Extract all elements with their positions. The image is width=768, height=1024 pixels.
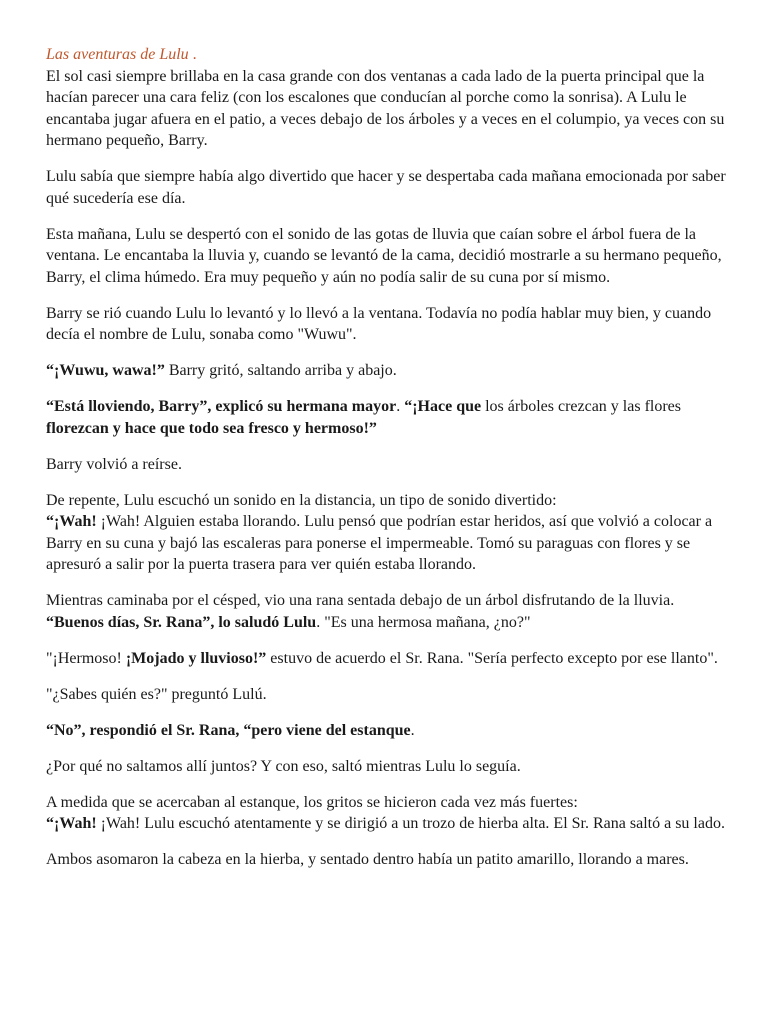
- paragraph-6: [46, 396, 730, 439]
- paragraph-6-text-2: los árboles crezcan y las flores: [481, 398, 682, 415]
- paragraph-12-text: .: [410, 721, 415, 739]
- paragraph-6-bold-3: florezcan y hace que todo sea fresco y hermoso!”: [46, 419, 377, 437]
- paragraph-8: [46, 490, 730, 576]
- paragraph-2: Lulu sabía que siempre había algo divertido que hacer y se despertaba cada mañana emocionada por saber qué sucedería ese día.: [46, 168, 726, 207]
- paragraph-6-text-1: .: [396, 398, 405, 415]
- title-text: Las aventuras de Lulu: [46, 46, 189, 63]
- paragraph-7: Barry volvió a reírse.: [46, 455, 182, 473]
- paragraph-14-text: ¡Wah! Lulu escuchó atentamente y se dirigió a un trozo de hierba alta. El Sr. Rana saltó a su lado.: [96, 815, 725, 832]
- paragraph-5-bold: “¡Wuwu, wawa!”: [46, 362, 165, 379]
- paragraph-14-line-1: A medida que se acercaban al estanque, los gritos se hicieron cada vez más fuertes:: [46, 793, 578, 811]
- paragraph-8-bold: “¡Wah!: [46, 513, 97, 530]
- paragraph-1: El sol casi siempre brillaba en la casa grande con dos ventanas a cada lado de la puerta principal que la hacían parecer una cara feliz (con los escalones que conducían al porche como la sonrisa). A Lulu le encantaba jugar afuera en el patio, a veces debajo de los árboles y a veces en el columpio, ya veces con su hermano pequeño, Barry.: [46, 67, 725, 149]
- paragraph-6-bold-1: “Está lloviendo, Barry”, explicó su hermana mayor: [46, 398, 397, 415]
- paragraph-10-text-2: estuvo de acuerdo el Sr. Rana. "Sería perfecto excepto por ese llanto".: [266, 649, 718, 667]
- paragraph-5-text: Barry gritó, saltando arriba y abajo.: [164, 362, 397, 379]
- paragraph-8-text: ¡Wah! Alguien estaba llorando. Lulu pensó que podrían estar heridos, así que volvió a colocar a Barry en su cuna y bajó las escaleras para ponerse el impermeable. Tomó su paraguas con flores y se apresuró a salir por la puerta trasera para ver quién estaba llorando.: [46, 513, 713, 573]
- document-page: [46, 44, 730, 885]
- paragraph-14: [46, 792, 730, 835]
- paragraph-14-bold: “¡Wah!: [46, 815, 97, 832]
- paragraph-15: Ambos asomaron la cabeza en la hierba, y sentado dentro había un patito amarillo, llorando a mares.: [46, 851, 689, 868]
- paragraph-13: ¿Por qué no saltamos allí juntos? Y con eso, saltó mientras Lulu lo seguía.: [46, 757, 521, 775]
- paragraph-3: Esta mañana, Lulu se despertó con el sonido de las gotas de lluvia que caían sobre el árbol fuera de la ventana. Le encantaba la lluvia y, cuando se levantó de la cama, decidió mostrarle a su hermano pequeño, Barry, el clima húmedo. Era muy pequeño y aún no podía salir de su cuna por sí mismo.: [46, 225, 722, 286]
- paragraph-5: [46, 360, 730, 382]
- paragraph-10: [46, 648, 730, 670]
- paragraph-4: Barry se rió cuando Lulu lo levantó y lo llevó a la ventana. Todavía no podía hablar muy bien, y cuando decía el nombre de Lulu, sonaba como "Wuwu".: [46, 304, 712, 343]
- paragraph-9: [46, 590, 730, 633]
- paragraph-12: [46, 720, 730, 742]
- document-title: [46, 44, 730, 66]
- title-suffix: .: [188, 46, 197, 63]
- paragraph-6-bold-2: “¡Hace que: [404, 398, 482, 415]
- paragraph-8-line-1: De repente, Lulu escuchó un sonido en la distancia, un tipo de sonido divertido:: [46, 491, 557, 509]
- paragraph-9-text-2: . "Es una hermosa mañana, ¿no?": [316, 613, 531, 631]
- paragraph-11: "¿Sabes quién es?" preguntó Lulú.: [46, 685, 267, 703]
- paragraph-10-text-1: "¡Hermoso!: [46, 649, 126, 667]
- paragraph-10-bold: ¡Mojado y lluvioso!”: [125, 649, 267, 667]
- paragraph-9-text-1: Mientras caminaba por el césped, vio una rana sentada debajo de un árbol disfrutando de la lluvia.: [46, 592, 675, 609]
- paragraph-9-bold: “Buenos días, Sr. Rana”, lo saludó Lulu: [46, 613, 317, 631]
- paragraph-12-bold: “No”, respondió el Sr. Rana, “pero viene del estanque: [46, 721, 411, 739]
